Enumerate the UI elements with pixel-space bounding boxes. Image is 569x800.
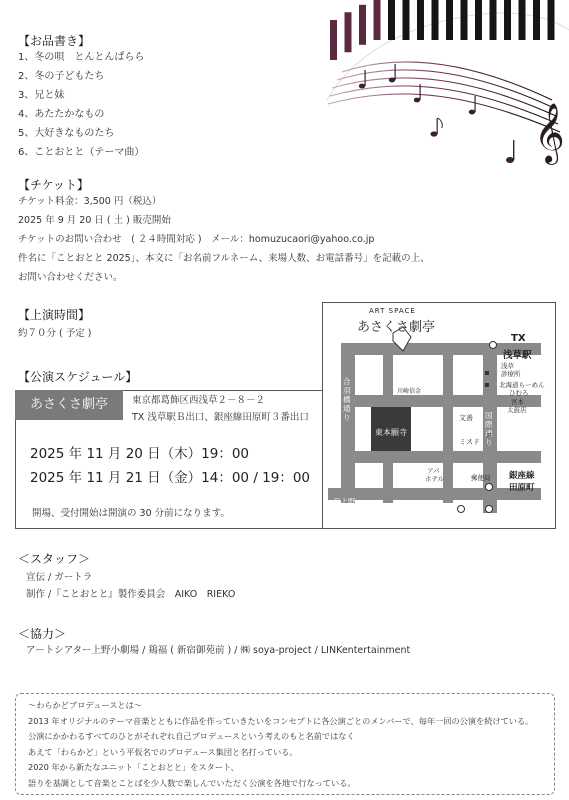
venue-name: あさくさ劇亭 xyxy=(15,390,123,420)
program-item: 3、兄と妹 xyxy=(18,90,65,101)
ticket-heading: 【チケット】 xyxy=(18,178,89,192)
piano-key xyxy=(548,0,555,40)
map-ginza-line: 銀座線 xyxy=(509,471,535,481)
staff-line-1: 宣伝 / ガートラ xyxy=(26,572,93,583)
about-line: 2020 年から新たなユニット「ことおとと」をスタート、 xyxy=(28,762,239,772)
map-to-ueno: 至上野 xyxy=(333,497,356,506)
venue-map xyxy=(322,302,556,529)
map-tx: TX xyxy=(511,333,526,344)
map-clinic-2: 診療所 xyxy=(501,370,521,378)
map-logo: あさくさ劇亭 xyxy=(357,320,436,335)
venue-address: 東京都葛飾区西浅草２－８－２ xyxy=(132,395,266,406)
about-line: 語りを基調として音楽とことばを少人数で楽しんでいただく公演を各地で行なっている。 xyxy=(28,777,356,788)
piano-key xyxy=(417,0,424,40)
svg-text:𝄞: 𝄞 xyxy=(534,103,565,163)
program-heading: 【お品書き】 xyxy=(18,34,91,48)
map-miyamoto-2: 太鼓店 xyxy=(507,406,527,414)
map-tx-station: 浅草駅 xyxy=(503,350,532,361)
program-item: 5、大好きなものたち xyxy=(18,128,115,139)
map-tawaramachi: 田原町 xyxy=(509,483,535,493)
map-post-office: 郵便局 xyxy=(471,474,491,482)
ticket-sale-date: 2025 年 9 月 20 日 ( 土 ) 販売開始 xyxy=(18,215,171,226)
about-line: 2013 年オリジナルのテーマ音楽とともに作品を作っていきたいをコンセプトに各公演ごとのメンバーで、毎年一回の公演を続けている。 xyxy=(28,715,534,726)
staff-heading: ＜スタッフ＞ xyxy=(18,552,91,566)
piano-key xyxy=(345,12,352,52)
piano-key xyxy=(374,0,381,40)
piano-key xyxy=(475,0,482,40)
piano-key xyxy=(519,0,526,40)
ticket-price: チケット料金：3,500 円（税込） xyxy=(18,196,162,207)
runtime-heading: 【上演時間】 xyxy=(18,308,91,322)
map-kawasaki: 川崎信金 xyxy=(397,388,422,395)
support-line: アートシアター上野小劇場 / 鶏福 ( 新宿御苑前 ) / ㈱ soya-project / LINKentertainment xyxy=(26,645,411,656)
map-bunka: 文善 xyxy=(459,414,473,422)
schedule-heading: 【公演スケジュール】 xyxy=(18,370,138,384)
program-item: 4、あたたかなもの xyxy=(18,109,105,120)
piano-key xyxy=(403,0,410,40)
piano-key xyxy=(533,0,540,40)
map-higashi-honganji: 東本願寺 xyxy=(375,428,407,437)
staff-line-2: 制作 /『ことおとと』製作委員会 AIKO RIEKO xyxy=(26,589,236,600)
piano-key xyxy=(504,0,511,40)
map-miyamoto: 宮本 xyxy=(511,398,524,406)
map-kokusai: 国際通り xyxy=(485,411,493,447)
map-apa: アパ xyxy=(427,467,440,475)
map-kappabashi: 合羽橋通り xyxy=(343,377,351,422)
piano-key xyxy=(432,0,439,40)
about-line: あえて「わらかど」という平仮名でのプロデュース集団と名打っている。 xyxy=(28,746,298,757)
ticket-contact: チケットのお問い合わせ ( ２４時間対応 ) メール：homuzucaori@yahoo.co.jp xyxy=(18,234,375,245)
runtime-text: 約７０分 ( 予定 ) xyxy=(18,328,92,339)
piano-music-illustration xyxy=(322,0,569,170)
program-item: 1、冬の唄 とんとんぱらら xyxy=(18,52,145,63)
piano-key xyxy=(359,5,366,45)
performance-date-1: 2025 年 11 月 20 日（木）19：00 xyxy=(30,446,250,462)
map-ramen: 北海道らーめん xyxy=(499,381,545,389)
ticket-info xyxy=(18,192,430,287)
map-ramen-2: ひむろ xyxy=(509,389,529,397)
map-misudo: ミスド xyxy=(459,438,480,446)
piano-key xyxy=(388,0,395,40)
venue-access: TX 浅草駅Ｂ出口、銀座線田原町３番出口 xyxy=(132,412,309,423)
support-heading: ＜協力＞ xyxy=(18,627,67,641)
about-box xyxy=(15,693,555,795)
piano-key xyxy=(330,20,337,60)
about-line: 公演にかかわるすべてのひとがそれぞれ自己プロデュースという考えのもと名前ではなく xyxy=(28,731,355,741)
map-apa-2: ホテル xyxy=(425,475,445,483)
piano-key xyxy=(461,0,468,40)
piano-key xyxy=(446,0,453,40)
schedule-note: 開場、受付開始は開演の 30 分前になります。 xyxy=(32,508,230,519)
ticket-instruction: 件名に「ことおとと 2025」、本文に「お名前フルネーム、来場人数、お電話番号」を記載の上、 xyxy=(18,253,430,264)
program-list xyxy=(18,48,144,162)
program-item: 6、ことおとと（テーマ曲） xyxy=(18,147,145,158)
ticket-instruction-2: お問い合わせください。 xyxy=(18,272,123,283)
program-item: 2、冬の子どもたち xyxy=(18,71,105,82)
performance-date-2: 2025 年 11 月 21 日（金）14：00 / 19：00 xyxy=(30,470,311,486)
map-clinic: 浅草 xyxy=(501,362,514,370)
map-art-space: ART SPACE xyxy=(369,307,416,315)
piano-key xyxy=(490,0,497,40)
about-title: ～わらかどプロデュースとは～ xyxy=(28,700,142,710)
